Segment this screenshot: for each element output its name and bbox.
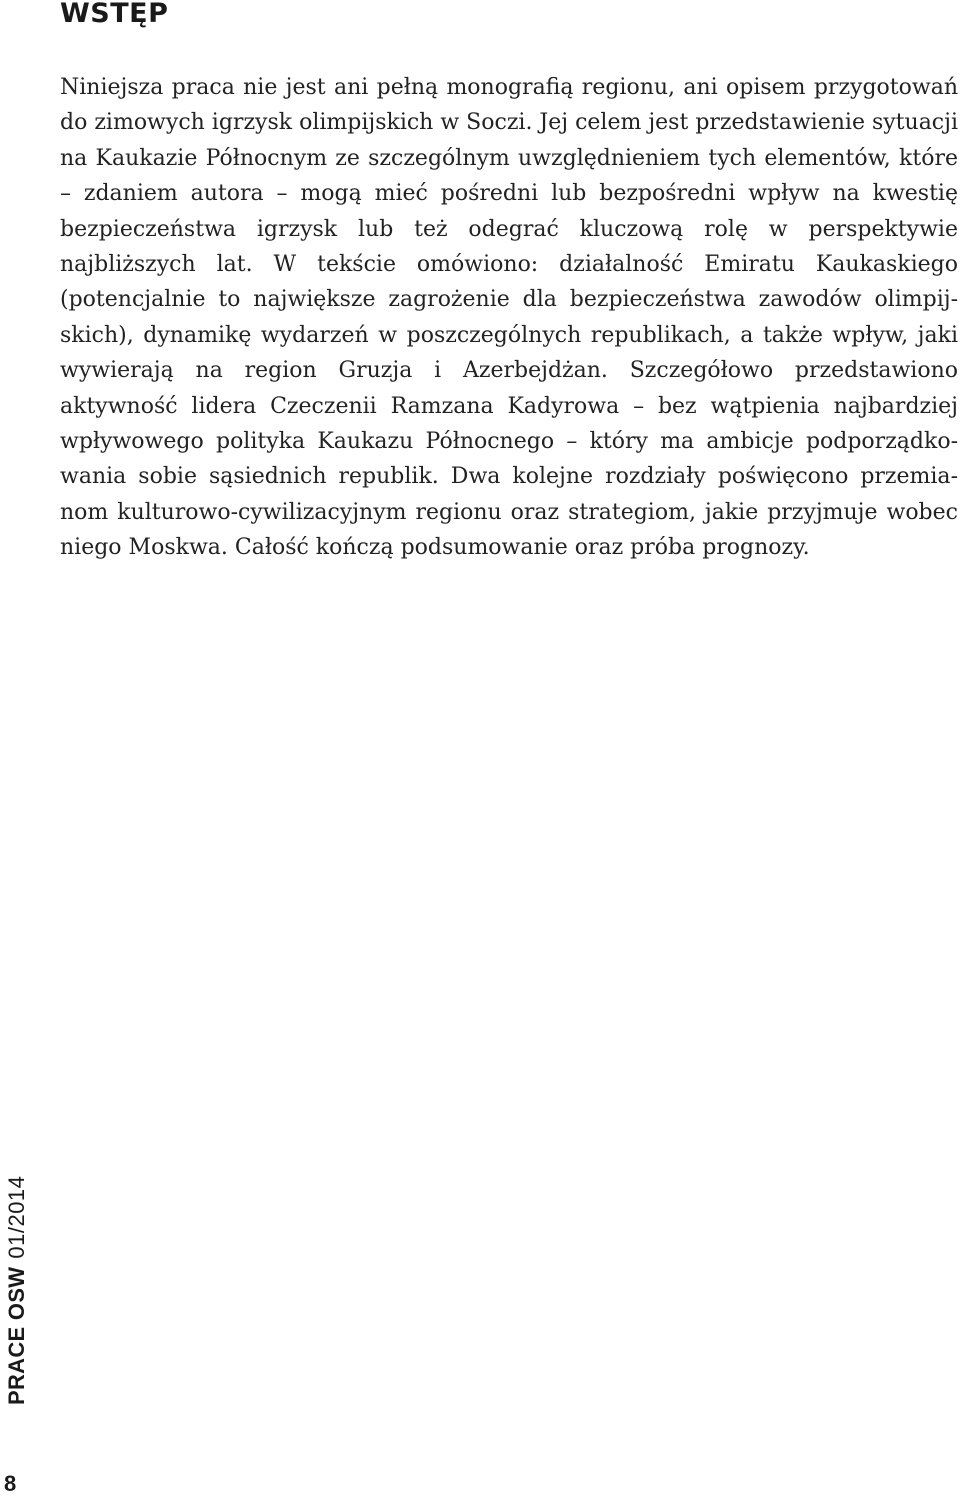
body-paragraph: Niniejsza praca nie jest ani pełną monografią regionu, ani opisem przygotowań do zimowych igrzysk olimpijskich w Soczi. Jej celem jest przedstawienie sytuacji na Kaukazie Północnym ze szczególnym uwzględnieniem tych elementów, które – zdaniem autora – mogą mieć pośredni lub bezpośredni wpływ na kwestię bezpieczeństwa igrzysk lub też odegrać kluczową rolę w perspektywie najbliższych lat. W tekście omówiono: działalność Emiratu Kaukaskiego (potencjalnie to największe zagrożenie dla bezpieczeństwa zawodów olimpijskich), dynamikę wydarzeń w poszczególnych republikach, a także wpływ, jaki wywierają na region Gruzja i Azerbejdżan. Szczegółowo przedstawiono aktywność lidera Czeczenii Ramzana Kadyrowa – bez wątpienia najbardziej wpływowego polityka Kaukazu Północnego – który ma ambicje podporządkowania sobie sąsiednich republik. Dwa kolejne rozdziały poświęcono przemianom kulturowo-cywilizacyjnym regionu oraz strategiom, jakie przyjmuje wobec niego Moskwa. Całość kończą podsumowanie oraz próba prognozy. bbox=[60, 75, 958, 561]
section-heading: WSTĘP bbox=[60, 0, 169, 29]
publication-name: PRACE OSW bbox=[4, 1266, 29, 1405]
publication-side-label bbox=[4, 1176, 30, 1405]
page-number: 8 bbox=[4, 1471, 17, 1496]
issue-number: 01/2014 bbox=[4, 1175, 29, 1259]
